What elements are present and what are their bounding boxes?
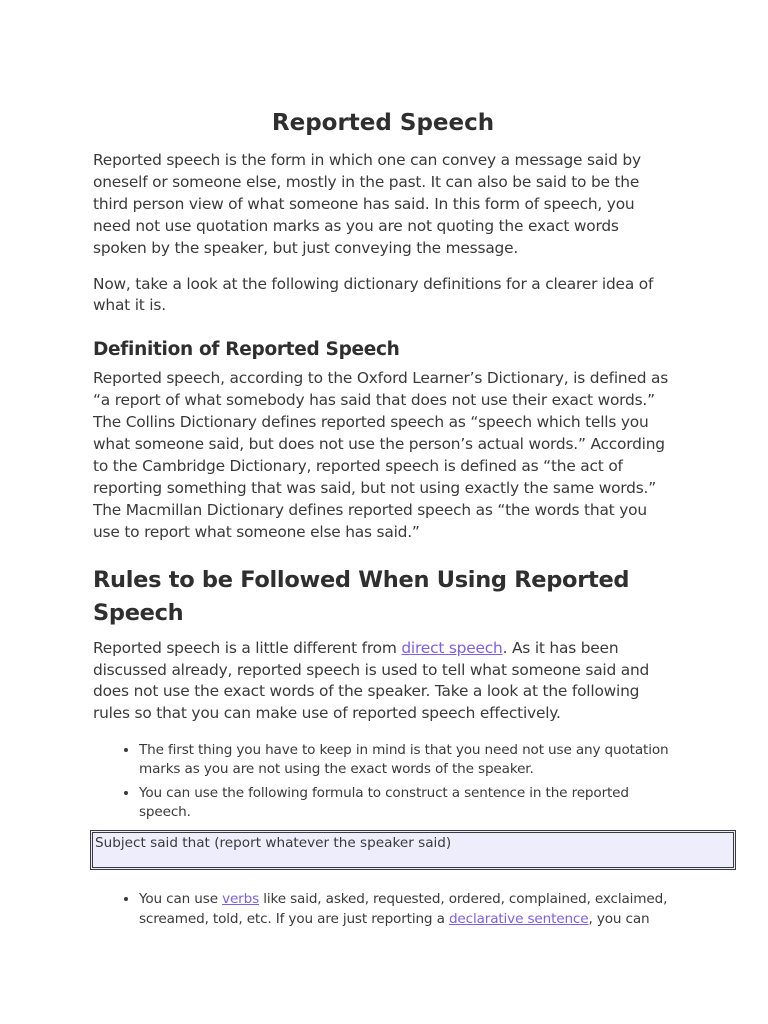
bullet3-text-start: You can use: [139, 891, 223, 907]
page-title: Reported Speech: [271, 110, 495, 136]
definition-paragraph: Reported speech, according to the Oxford Learner’s Dictionary, is defined as “a report of what somebody has said that does not use their exact words.” The Collins Dictionary defines reported speech as “speech which tells you what someone said, but does not use the person’s actual words.” According to the Cambridge Dictionary, reported speech is defined as “the act of reporting something that was said, but not using exactly the same words.” The Macmillan Dictionary defines reported speech as “the words that you use to report what someone else has said.”: [93, 369, 669, 541]
rules-list-continued: [93, 890, 729, 929]
bullet3-text-middle: like said, asked, requested, ordered, complained, exclaimed, screamed, told, etc. If you are just reporting a: [139, 891, 668, 927]
rules-text-after: . As it has been discussed already, reported speech is used to tell what someone said and does not use the exact words of the speaker. Take a look at the following rules so that you can make use of reported speech effectively.: [93, 638, 650, 723]
list-item: • The first thing you have to keep in mind is that you need not use any quotation marks as you are not using the exact words of the speaker.: [139, 741, 673, 779]
intro-paragraph-1: Reported speech is the form in which one can convey a message said by oneself or someone else, mostly in the past. It can also be said to be the third person view of what someone has said. In this form of speech, you need not use quotation marks as you are not quoting the exact words spoken by the speaker, but just conveying the message.: [93, 151, 641, 257]
rules-text-before: Reported speech is a little different from: [93, 638, 402, 657]
formula-box: [90, 830, 736, 870]
bullet3-text-end: , you can: [588, 910, 650, 927]
list-item: [139, 890, 729, 929]
definition-heading: Definition of Reported Speech: [93, 339, 400, 361]
rules-paragraph: [93, 638, 673, 726]
verbs-link[interactable]: verbs: [222, 891, 260, 907]
intro-paragraph-2: Now, take a look at the following dictionary definitions for a clearer idea of what it is.: [93, 274, 654, 315]
rules-list: [93, 741, 673, 822]
list-item: • You can use the following formula to construct a sentence in the reported speech.: [139, 784, 673, 822]
direct-speech-link[interactable]: direct speech: [401, 638, 503, 657]
document-page: [93, 106, 673, 827]
rules-heading: Rules to be Followed When Using Reported Speech: [93, 566, 630, 626]
declarative-sentence-link[interactable]: declarative sentence: [448, 910, 589, 927]
formula-text: Subject said that (report whatever the speaker said): [95, 835, 452, 851]
